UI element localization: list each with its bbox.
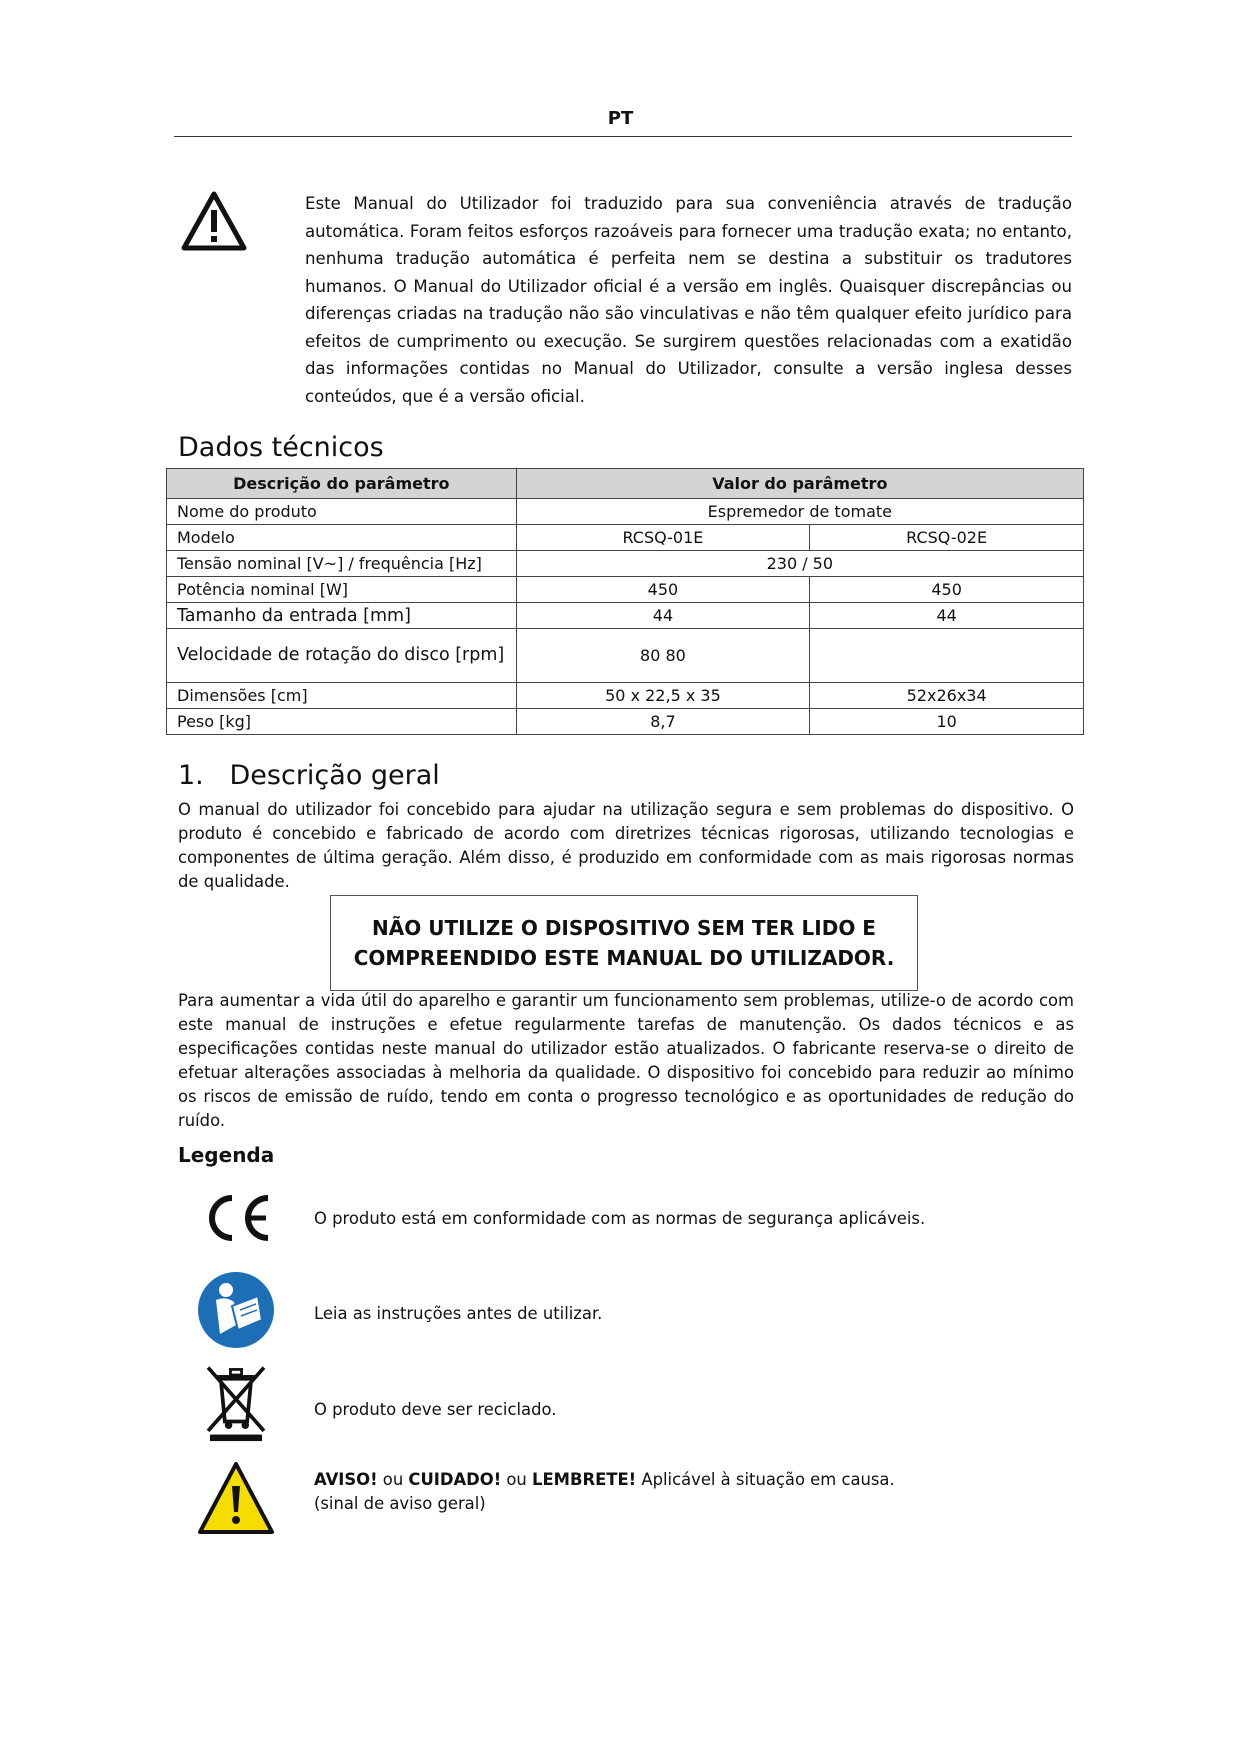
row-value: 8,7: [516, 709, 810, 735]
warning-triangle-icon: [180, 190, 248, 252]
language-code: PT: [607, 108, 634, 129]
connector: ou: [377, 1470, 409, 1489]
notice-text: NÃO UTILIZE O DISPOSITIVO SEM TER LIDO E COMPREENDIDO ESTE MANUAL DO UTILIZADOR.: [353, 916, 895, 970]
ce-mark-icon: [196, 1178, 276, 1258]
warning-rest: Aplicável à situação em causa.: [636, 1470, 895, 1489]
row-value: 80 80: [516, 629, 810, 683]
warning-subtitle: (sinal de aviso geral): [314, 1494, 486, 1513]
row-label: Tamanho da entrada [mm]: [167, 603, 517, 629]
row-value: 230 / 50: [516, 551, 1083, 577]
row-value: 450: [810, 577, 1084, 603]
warning-word-cuidado: CUIDADO!: [408, 1470, 502, 1489]
general-description-heading: 1. Descrição geral: [178, 760, 440, 791]
warning-word-aviso: AVISO!: [314, 1470, 378, 1489]
connector: ou: [501, 1470, 533, 1489]
table-row: [167, 683, 1084, 709]
row-value: 50 x 22,5 x 35: [516, 683, 810, 709]
row-value: RCSQ-01E: [516, 525, 810, 551]
row-label: Modelo: [167, 525, 517, 551]
legend-warning-text: [314, 1468, 895, 1516]
row-label: Potência nominal [W]: [167, 577, 517, 603]
col-header-value: Valor do parâmetro: [516, 469, 1083, 499]
row-label: Dimensões [cm]: [167, 683, 517, 709]
header-rule: [174, 136, 1072, 137]
row-value: RCSQ-02E: [810, 525, 1084, 551]
table-header-row: [167, 469, 1084, 499]
legend-read-text: Leia as instruções antes de utilizar.: [314, 1304, 603, 1323]
row-label: Velocidade de rotação do disco [rpm]: [167, 629, 517, 683]
legend-ce-text: O produto está em conformidade com as normas de segurança aplicáveis.: [314, 1209, 926, 1228]
table-row: [167, 629, 1084, 683]
row-value: 44: [516, 603, 810, 629]
legend-recycle-text: O produto deve ser reciclado.: [314, 1400, 557, 1419]
tech-data-table: [166, 468, 1084, 735]
row-label: Nome do produto: [167, 499, 517, 525]
row-label: Tensão nominal [V~] / frequência [Hz]: [167, 551, 517, 577]
general-paragraph-2: Para aumentar a vida útil do aparelho e garantir um funcionamento sem problemas, utilize-o de acordo com este manual de instruções e efetue regularmente tarefas de manutenção. Os dados técnicos e as especificações contidas neste manual do utilizador estão atualizados. O fabricante reserva-se o direito de efetuar alterações associadas à melhoria da qualidade. O dispositivo foi concebido para reduzir ao mínimo os riscos de emissão de ruído, tendo em conta o progresso tecnológico e as oportunidades de redução do ruído.: [178, 991, 1074, 1130]
general-warning-icon: [196, 1458, 276, 1538]
row-value: 52x26x34: [810, 683, 1084, 709]
translation-disclaimer: Este Manual do Utilizador foi traduzido para sua conveniência através de tradução automática. Foram feitos esforços razoáveis para fornecer uma tradução exata; no entanto, nenhuma tradução automática é perfeita nem se destina a substituir os tradutores humanos. O Manual do Utilizador oficial é a versão em inglês. Quaisquer discrepâncias ou diferenças criadas na tradução não são vinculativas e não têm qualquer efeito jurídico para efeitos de cumprimento ou execução. Se surgirem questões relacionadas com a exatidão das informações contidas no Manual do Utilizador, consulte a versão inglesa desses conteúdos, que é a versão oficial.: [305, 194, 1072, 406]
tech-data-heading: Dados técnicos: [178, 432, 384, 463]
table-row: [167, 709, 1084, 735]
table-row: [167, 499, 1084, 525]
row-value: 10: [810, 709, 1084, 735]
table-row: [167, 525, 1084, 551]
row-value: Espremedor de tomate: [516, 499, 1083, 525]
legend-heading: Legenda: [178, 1143, 275, 1167]
row-value: 450: [516, 577, 810, 603]
warning-word-lembrete: LEMBRETE!: [532, 1470, 637, 1489]
general-paragraph-1: O manual do utilizador foi concebido para ajudar na utilização segura e sem problemas do dispositivo. O produto é concebido e fabricado de acordo com diretrizes técnicas rigorosas, utilizando tecnologias e componentes de última geração. Além disso, é produzido em conformidade com as mais rigorosas normas de qualidade.: [178, 800, 1074, 891]
table-row: [167, 603, 1084, 629]
row-value: 44: [810, 603, 1084, 629]
table-row: [167, 577, 1084, 603]
read-manual-notice: [330, 895, 918, 991]
col-header-param: Descrição do parâmetro: [167, 469, 517, 499]
table-row: [167, 551, 1084, 577]
read-manual-icon: [196, 1270, 276, 1350]
row-value: [810, 629, 1084, 683]
weee-bin-icon: [196, 1362, 276, 1442]
row-label: Peso [kg]: [167, 709, 517, 735]
